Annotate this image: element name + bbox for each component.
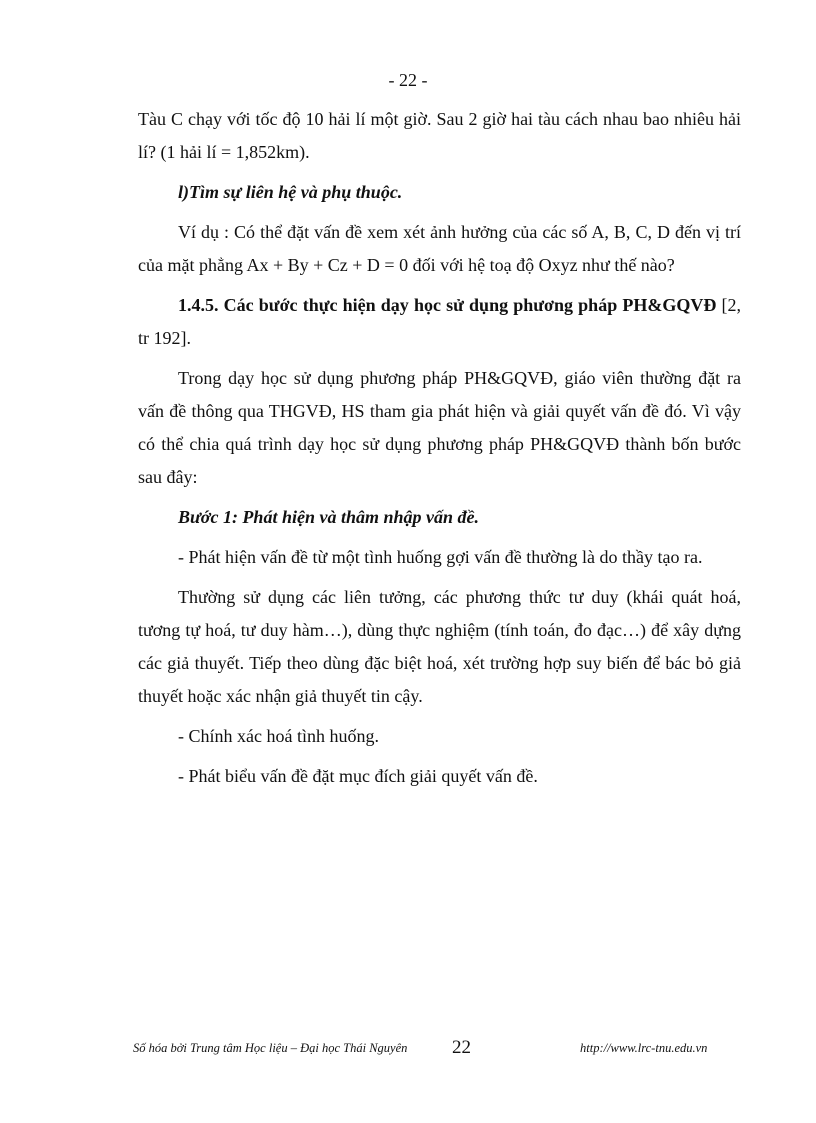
footer-digitization-credit: Số hóa bởi Trung tâm Học liệu – Đại học Thái Nguyên: [133, 1041, 408, 1055]
paragraph-ship-problem: Tàu C chạy với tốc độ 10 hải lí một giờ. Sau 2 giờ hai tàu cách nhau bao nhiêu hải lí? (1 hải lí = 1,852km).: [138, 109, 741, 162]
paragraph-teaching-method: Trong dạy học sử dụng phương pháp PH&GQVĐ, giáo viên thường đặt ra vấn đề thông qua THGVĐ, HS tham gia phát hiện và giải quyết vấn đề đó. Vì vậy có thể chia quá trình dạy học sử dụng phương pháp PH&GQVĐ thành bốn bước sau đây:: [138, 368, 741, 487]
heading-step-1: Bước 1: Phát hiện và thâm nhập vấn đề.: [178, 507, 479, 527]
section-heading: [138, 289, 741, 355]
paragraph-hypotheses: Thường sử dụng các liên tưởng, các phương thức tư duy (khái quát hoá, tương tự hoá, tư duy hàm…), dùng thực nghiệm (tính toán, đo đạc…) để xây dựng các giả thuyết. Tiếp theo dùng đặc biệt hoá, xét trường hợp suy biến để bác bỏ giả thuyết hoặc xác nhận giả thuyết tin cậy.: [138, 587, 741, 706]
paragraph-detect-problem: - Phát hiện vấn đề từ một tình huống gợi vấn đề thường là do thầy tạo ra.: [178, 547, 703, 567]
footer-url: http://www.lrc-tnu.edu.vn: [580, 1041, 708, 1055]
document-body: [138, 103, 741, 800]
section-title: 1.4.5. Các bước thực hiện dạy học sử dụng phương pháp PH&GQVĐ: [178, 295, 717, 315]
section-reference: [2, tr 192].: [138, 295, 741, 348]
footer-page-number: 22: [452, 1037, 471, 1058]
page-number-header: - 22 -: [388, 70, 428, 90]
paragraph-precise-situation: - Chính xác hoá tình huống.: [178, 726, 379, 746]
paragraph-example-plane: Ví dụ : Có thể đặt vấn đề xem xét ảnh hưởng của các số A, B, C, D đến vị trí của mặt phẳng Ax + By + Cz + D = 0 đối với hệ toạ độ Oxyz như thế nào?: [138, 222, 741, 275]
page-footer: [0, 1037, 816, 1067]
heading-relation-dependency: l)Tìm sự liên hệ và phụ thuộc.: [178, 182, 403, 202]
paragraph-state-problem: - Phát biểu vấn đề đặt mục đích giải quyết vấn đề.: [178, 766, 538, 786]
